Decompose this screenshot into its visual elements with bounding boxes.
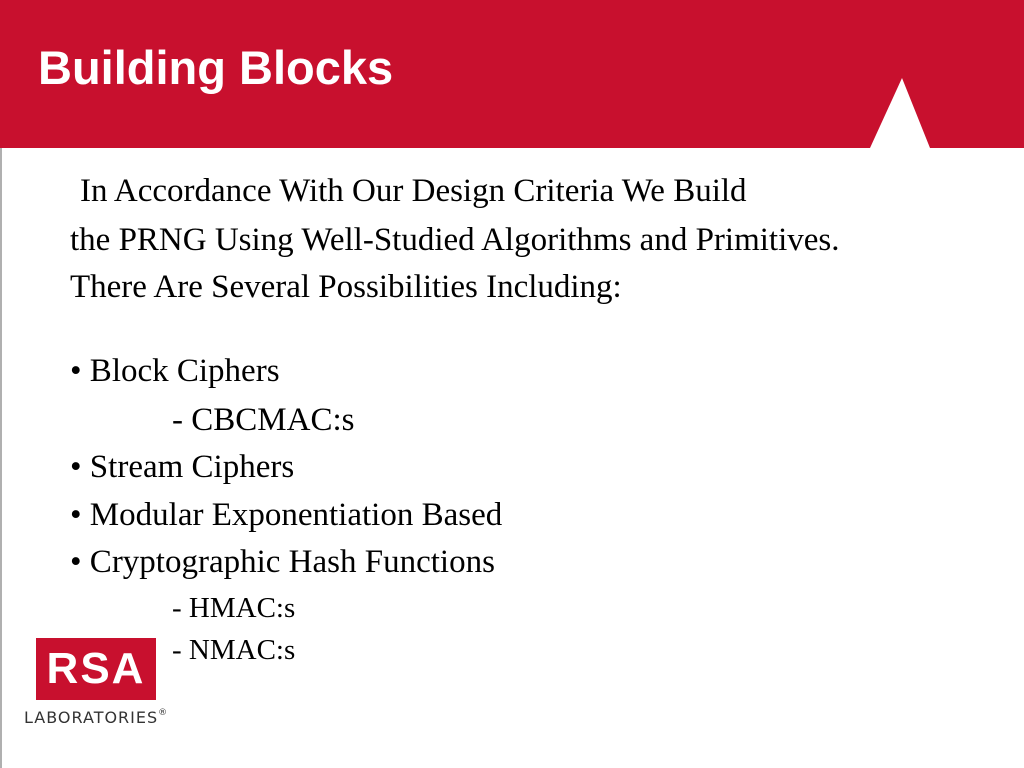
bullet-block-ciphers: • Block Ciphers — [70, 353, 280, 389]
logo-caption — [24, 708, 168, 727]
bullet-hash-functions: • Cryptographic Hash Functions — [70, 544, 495, 580]
left-divider — [0, 148, 2, 768]
sub-item-cbcmac: - CBCMAC:s — [172, 402, 355, 438]
rsa-logo-box — [36, 638, 156, 700]
logo-caption-text: LABORATORIES — [24, 708, 159, 727]
bullet-stream-ciphers: • Stream Ciphers — [70, 449, 295, 485]
intro-line-1: In Accordance With Our Design Criteria We Build — [80, 173, 747, 209]
sub-item-hmac: - HMAC:s — [172, 592, 296, 624]
slide-title: Building Blocks — [38, 41, 394, 94]
triangle-decoration-icon — [870, 78, 930, 148]
trademark-symbol: ® — [158, 708, 169, 718]
intro-line-3: There Are Several Possibilities Including: — [70, 269, 622, 305]
intro-line-2: the PRNG Using Well-Studied Algorithms and Primitives. — [70, 222, 840, 258]
sub-item-nmac: - NMAC:s — [172, 634, 296, 666]
bullet-modular-exponentiation: • Modular Exponentiation Based — [70, 497, 503, 533]
rsa-logo-mark: RSA — [46, 644, 146, 693]
